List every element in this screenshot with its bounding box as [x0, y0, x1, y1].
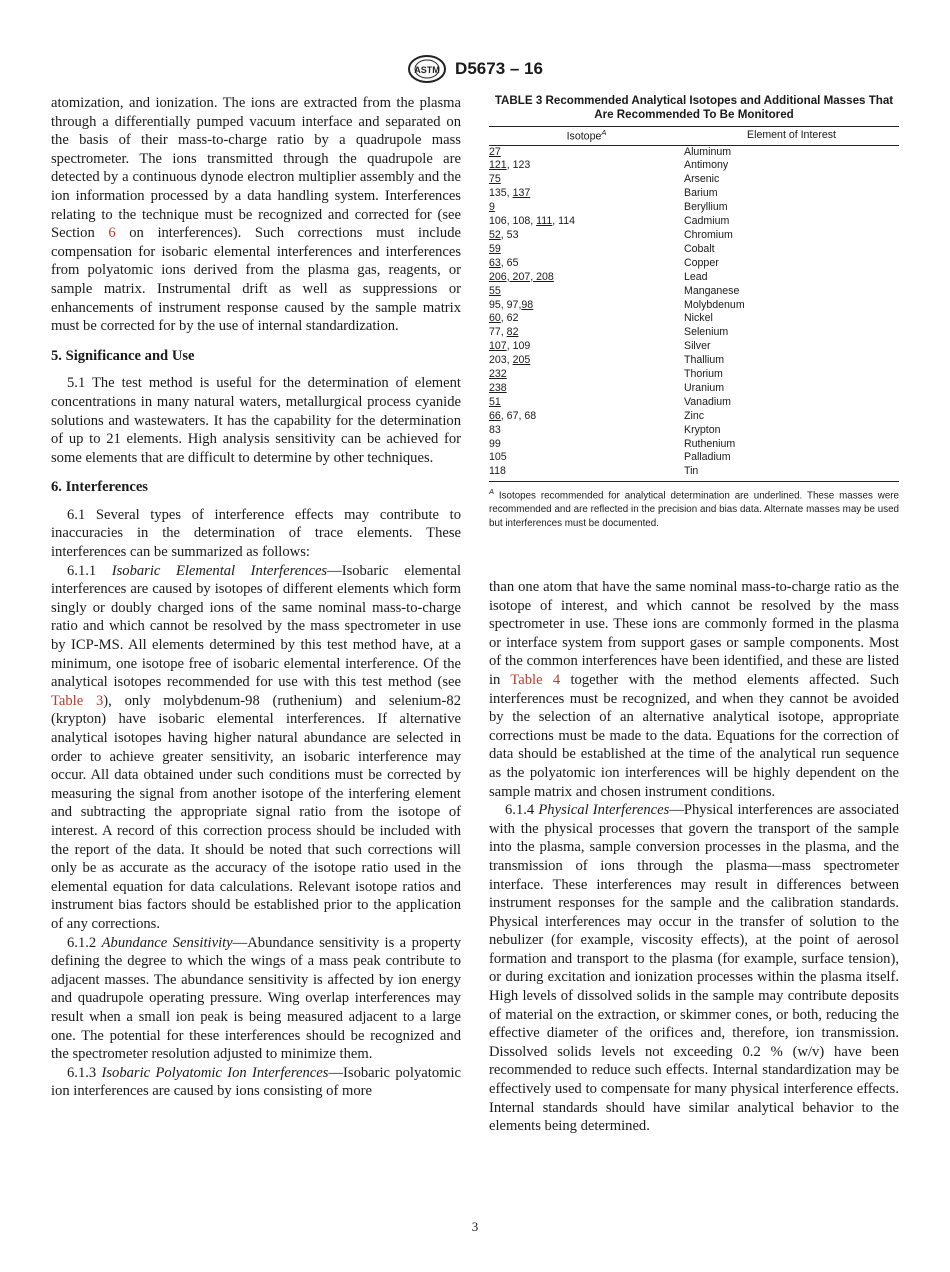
element-cell: Ruthenium	[684, 437, 736, 450]
table-row	[489, 354, 899, 368]
table-row	[489, 201, 899, 215]
paragraph-6-1-3-continued: than one atom that have the same nominal mass-to-charge ratio as the isotope of interest, and which cannot be resolved by the mass spectrometer in use. These ions are commonly formed in the plasma or interface system from support gases or sample components. Most of the common interferences have been identified, and these are listed in Table 4 together with the method elements affected. Such interferences must be recognized, and when they cannot be avoided by the selection of an alternative analytical isotope, appropriate corrections must be made to the data. Equations for the correction of data should be established at the time of the analytical run sequence as the polyatomic ion interferences will be highly dependent on the sample matrix and chosen instrument conditions.	[489, 579, 899, 800]
isotope-cell: 121, 123	[489, 159, 531, 172]
element-cell: Thallium	[684, 354, 725, 367]
table-row	[489, 257, 899, 271]
paragraph-5-1: 5.1 The test method is useful for the determination of element concentrations in many natural waters, metallurgical process cyanide solutions and wastewaters. It has the capability for the determination of up to 21 elements. High analysis sensitivity can be achieved for some elements that are difficult to determine by other techniques.	[51, 375, 461, 466]
isotope-cell: 55	[489, 284, 501, 297]
element-cell: Palladium	[684, 451, 731, 464]
paragraph-6-1-1: 6.1.1 Isobaric Elemental Interferences—Isobaric elemental interferences are caused by isotopes of different elements which form singly or doubly charged ions of the same nominal mass-to-charge ratio and which cannot be resolved by the mass spectrometer in use by ICP-MS. All elements determined by this test method have, at a minimum, one isotope free of isobaric elemental interference. Of the analytical isotopes recommended for use with this test method (see Table 3), only molybdenum-98 (ruthenium) and selenium-82 (krypton) have isobaric elemental interferences. If alternative analytical isotopes having higher natural abundance are selected in order to achieve greater sensitivity, an isobaric interference may occur. All data obtained under such conditions must be corrected by measuring the signal from another isotope of the interfering element and subtracting the appropriate signal ratio from the isotope of interest. A record of this correction process should be included with the report of the data. It should be noted that such corrections will only be as accurate as the accuracy of the isotope ratio used in the elemental equation for data calculations. Relevant isotope ratios and instrument bias factors should be established prior to the application of any corrections.	[51, 562, 461, 932]
element-cell: Silver	[684, 340, 711, 353]
table-row	[489, 187, 899, 201]
table-row	[489, 229, 899, 243]
element-cell: Selenium	[684, 326, 729, 339]
element-cell: Tin	[684, 465, 899, 481]
isotope-cell: 135, 137	[489, 187, 531, 200]
isotope-table	[489, 126, 899, 482]
section-6-link[interactable]: 6	[108, 225, 116, 242]
table-row	[489, 299, 899, 313]
page-header	[0, 54, 950, 84]
element-cell: Beryllium	[684, 201, 728, 214]
isotope-cell: 238	[489, 381, 507, 394]
table-row	[489, 438, 899, 452]
isotope-cell: 95, 97,98	[489, 298, 534, 311]
right-column	[489, 578, 899, 1136]
element-cell: Cobalt	[684, 242, 715, 255]
isotope-cell: 232	[489, 368, 507, 381]
table-row	[489, 368, 899, 382]
table-4-link[interactable]: Table 4	[510, 671, 561, 688]
isotope-cell: 60, 62	[489, 312, 519, 325]
paragraph-6-1: 6.1 Several types of interference effects may contribute to inaccuracies in the determination of trace elements. These interferences can be summarized as follows:	[51, 506, 461, 561]
isotope-cell: 52, 53	[489, 228, 519, 241]
paragraph-6-1-3: 6.1.3 Isobaric Polyatomic Ion Interferences—Isobaric polyatomic ion interferences are caused by ions consisting of more	[51, 1064, 461, 1100]
table-row	[489, 312, 899, 326]
isotope-cell: 75	[489, 173, 501, 186]
paragraph-6-1-2: 6.1.2 Abundance Sensitivity—Abundance sensitivity is a property defining the degree to which the wings of a mass peak contribute to adjacent masses. The abundance sensitivity is affected by ion energy and quadrupole operating pressure. Wing overlap interferences may result when a small ion peak is being measured adjacent to a large one. The potential for these interferences should be recognized and the spectrometer resolution adjusted to minimize them.	[51, 934, 462, 1063]
element-cell: Cadmium	[684, 215, 730, 228]
table-row	[489, 173, 899, 187]
table-row	[489, 285, 899, 299]
page-number: 3	[471, 1219, 479, 1234]
section-6-heading: 6. Interferences	[51, 479, 148, 496]
table-row	[489, 159, 899, 173]
element-cell: Barium	[684, 187, 718, 200]
element-cell: Molybdenum	[684, 298, 745, 311]
isotope-cell: 51	[489, 395, 501, 408]
isotope-cell: 206, 207, 208	[489, 270, 554, 283]
isotope-cell: 106, 108, 111, 114	[489, 215, 576, 228]
paragraph-intro: atomization, and ionization. The ions are extracted from the plasma through a differentially pumped vacuum interface and separated on the basis of their mass-to-charge ratio by a quadrupole mass spectrometer. The ions transmitted through the quadrupole are detected by a continuous dynode electron multiplier assembly and the ion information processed by a data handling system. Interferences relating to the technique must be recognized and corrected for (see Section 6 on interferences). Such corrections must include compensation for isobaric elemental interferences and interferences from polyatomic ions derived from the plasma gas, reagents, or sample matrix. Instrumental drift as well as suppressions or enhancements of instrument response caused by the sample matrix must be corrected for by the use of internal standardization.	[51, 95, 461, 335]
isotope-cell: 105	[489, 451, 507, 464]
element-cell: Nickel	[684, 312, 713, 325]
element-cell: Vanadium	[684, 395, 731, 408]
table-3	[489, 94, 899, 530]
left-column	[51, 94, 461, 1101]
table-row	[489, 340, 899, 354]
section-5-heading: 5. Significance and Use	[51, 347, 195, 364]
isotope-cell: 66, 67, 68	[489, 409, 537, 422]
table-row	[489, 243, 899, 257]
element-cell: Lead	[684, 270, 708, 283]
isotope-cell: 77, 82	[489, 326, 519, 339]
table-row	[489, 424, 899, 438]
paragraph-6-1-4: 6.1.4 Physical Interferences—Physical interferences are associated with the physical processes that govern the transport of the sample into the plasma, sample conversion processes in the plasma, and the transmission of ions through the plasma—mass spectrometer interface. These interferences may result in differences between instrument responses for the sample and the calibration standards. Physical interferences may occur in the transfer of solution to the nebulizer (for example, viscosity effects), at the point of aerosol formation and transport to the plasma (for example, surface tension), or during excitation and ionization processes within the plasma itself. High levels of dissolved solids in the sample may contribute deposits of material on the extraction, or skimmer cones, or both, reducing the effective diameter of the orifices and, therefore, ion transmission. Dissolved solids levels not exceeding 0.2 % (w/v) have been recommended to reduce such effects. Internal standardization may be effectively used to compensate for many physical interference effects. Internal standards should have similar analytical behavior to the elements being determined.	[489, 802, 899, 1135]
table-3-title: TABLE 3 Recommended Analytical Isotopes and Additional Masses That Are Recommended To Be Monitored	[494, 94, 894, 121]
column-header-element: Element of Interest	[684, 127, 899, 146]
table-3-link[interactable]: Table 3	[51, 692, 104, 709]
element-cell: Antimony	[684, 159, 729, 172]
column-header-isotope: Isotope$^A$	[489, 127, 684, 146]
isotope-cell: 99	[489, 437, 501, 450]
isotope-cell: 107, 109	[489, 340, 531, 353]
isotope-cell: 203, 205	[489, 354, 531, 367]
table-row	[489, 465, 899, 481]
element-cell: Arsenic	[684, 173, 720, 186]
table-row	[489, 410, 899, 424]
element-cell: Thorium	[684, 368, 723, 381]
standard-designation: D5673 – 16	[455, 59, 543, 78]
isotope-cell: 59	[489, 242, 501, 255]
table-row	[489, 451, 899, 465]
element-cell: Manganese	[684, 284, 740, 297]
table-3-footnote: $^A$ Isotopes recommended for analytical determination are underlined. These masses were recommended and are reflected in the precision and bias data. Alternate masses may be used but interferences must be documented.	[489, 487, 899, 529]
astm-logo-text: ASTM	[414, 65, 440, 75]
isotope-cell: 27	[489, 145, 501, 158]
element-cell: Uranium	[684, 381, 725, 394]
element-cell: Aluminum	[684, 145, 732, 158]
astm-logo-icon	[407, 54, 447, 84]
table-row	[489, 145, 899, 159]
element-cell: Krypton	[684, 423, 721, 436]
element-cell: Copper	[684, 256, 719, 269]
table-row	[489, 382, 899, 396]
table-row	[489, 396, 899, 410]
isotope-cell: 118	[489, 465, 684, 481]
table-row	[489, 215, 899, 229]
element-cell: Chromium	[684, 228, 733, 241]
table-row	[489, 326, 899, 340]
table-row	[489, 271, 899, 285]
isotope-cell: 63, 65	[489, 256, 519, 269]
isotope-cell: 9	[489, 201, 495, 214]
isotope-cell: 83	[489, 423, 501, 436]
element-cell: Zinc	[684, 409, 705, 422]
